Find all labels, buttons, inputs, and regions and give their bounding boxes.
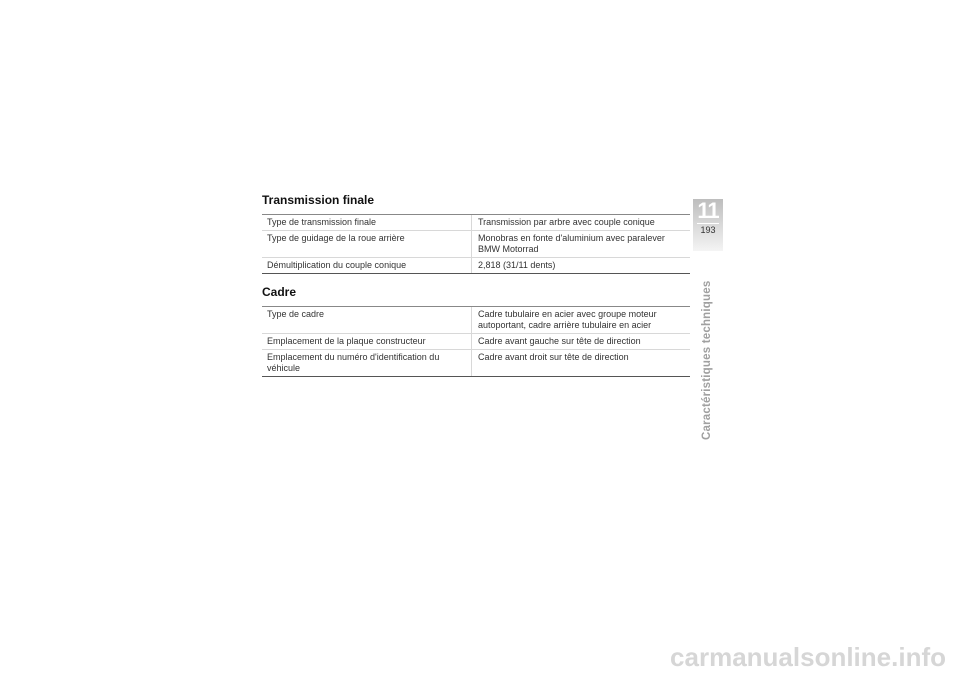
spec-label: Type de transmission finale xyxy=(262,215,472,230)
spec-value: 2,818 (31/11 dents) xyxy=(478,260,556,270)
spec-value: Cadre avant droit sur tête de direction xyxy=(478,352,629,362)
table-row xyxy=(262,230,690,257)
spec-value: Cadre avant gauche sur tête de direction xyxy=(478,336,641,346)
table-row xyxy=(262,307,690,333)
section-title: Transmission finale xyxy=(262,193,375,207)
chapter-tab xyxy=(693,199,723,251)
section-transmission xyxy=(262,192,690,274)
chapter-title: Caractéristiques techniques xyxy=(701,280,713,440)
spec-value: Monobras en fonte d'aluminium avec paralever BMW Motorrad xyxy=(478,233,665,254)
chapter-number: 11 xyxy=(697,198,719,223)
watermark: carmanualsonline.info xyxy=(670,642,946,672)
table-row xyxy=(262,349,690,376)
spec-table xyxy=(262,214,690,274)
table-row xyxy=(262,333,690,349)
spec-label: Emplacement de la plaque constructeur xyxy=(262,334,472,349)
chapter-title-container xyxy=(700,270,716,440)
page-number: 193 xyxy=(700,225,716,235)
spec-value: Cadre tubulaire en acier avec groupe moteur autoportant, cadre arrière tubulaire en acier xyxy=(478,309,657,330)
spec-label: Type de cadre xyxy=(262,307,472,333)
chapter-divider xyxy=(697,223,719,224)
spec-label: Type de guidage de la roue arrière xyxy=(262,231,472,257)
spec-label: Démultiplication du couple conique xyxy=(262,258,472,273)
table-row xyxy=(262,257,690,273)
page-content xyxy=(262,192,690,387)
spec-value: Transmission par arbre avec couple conique xyxy=(478,217,655,227)
section-title: Cadre xyxy=(262,285,297,299)
spec-label: Emplacement du numéro d'identification du véhicule xyxy=(262,350,472,376)
spec-table xyxy=(262,306,690,377)
section-cadre xyxy=(262,284,690,377)
table-row xyxy=(262,215,690,230)
